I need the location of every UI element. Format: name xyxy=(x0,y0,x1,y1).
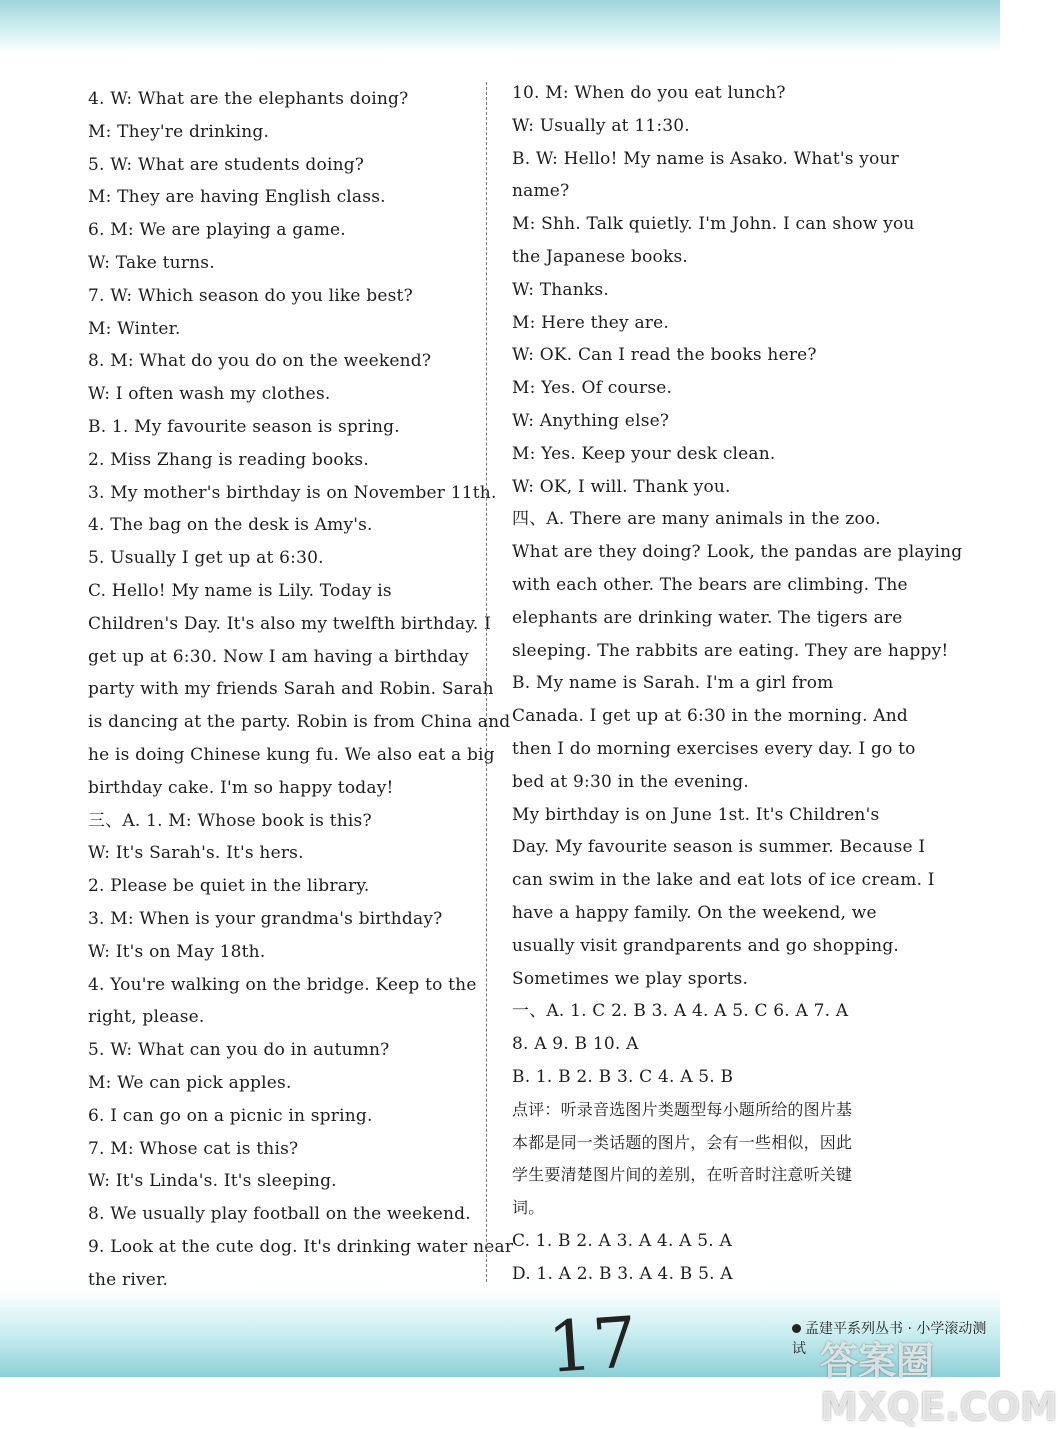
left-text-line: birthday cake. I'm so happy today! xyxy=(88,777,394,798)
left-text-line: 8. M: What do you do on the weekend? xyxy=(88,351,432,372)
column-divider xyxy=(486,82,487,1282)
left-text-line: 4. W: What are the elephants doing? xyxy=(88,89,409,109)
left-text-line: the river. xyxy=(88,1269,169,1290)
right-text-line: B. W: Hello! My name is Asako. What's your xyxy=(512,148,899,169)
right-text-line: What are they doing? Look, the pandas are playing xyxy=(512,542,963,563)
right-text-line: W: OK. Can I read the books here? xyxy=(512,345,817,366)
left-text-line: W: It's on May 18th. xyxy=(88,941,266,962)
footer-text: 孟建平系列丛书 · 小学滚动测试 xyxy=(792,1321,987,1357)
right-text-line: Canada. I get up at 6:30 in the morning. And xyxy=(512,706,908,727)
left-text-line: get up at 6:30. Now I am having a birthday xyxy=(88,646,469,667)
right-text-line: 词。 xyxy=(512,1198,545,1218)
left-text-line: W: Take turns. xyxy=(88,253,215,273)
handwritten-page-number: 17 xyxy=(545,1300,640,1390)
left-text-line: C. Hello! My name is Lily. Today is xyxy=(88,581,392,601)
right-text-line: the Japanese books. xyxy=(512,247,688,267)
left-text-line: M: Winter. xyxy=(88,318,181,339)
left-text-line: Children's Day. It's also my twelfth birthday. I xyxy=(88,613,492,634)
right-text-line: 点评：听录音选图片类题型每小题所给的图片基 xyxy=(512,1099,853,1119)
right-text-line: C. 1. B 2. A 3. A 4. A 5. A xyxy=(512,1231,732,1251)
right-text-line: bed at 9:30 in the evening. xyxy=(512,771,749,792)
right-text-line: My birthday is on June 1st. It's Children's xyxy=(512,804,880,825)
left-text-line: he is doing Chinese kung fu. We also eat a big xyxy=(88,745,495,765)
right-text-line: M: Here they are. xyxy=(512,312,669,333)
right-text-line: W: Thanks. xyxy=(512,279,609,300)
left-text-line: W: I often wash my clothes. xyxy=(88,384,331,405)
watermark-logo: 答案圈 MXQE.COM xyxy=(820,1339,1058,1429)
right-text-line: B. 1. B 2. B 3. C 4. A 5. B xyxy=(512,1067,734,1087)
right-text-line: name? xyxy=(512,181,570,202)
left-text-line: M: We can pick apples. xyxy=(88,1073,292,1093)
left-text-line: 4. The bag on the desk is Amy's. xyxy=(88,515,373,536)
left-text-line: is dancing at the party. Robin is from China and xyxy=(88,712,511,733)
left-text-line: 8. We usually play football on the weekend. xyxy=(88,1204,471,1225)
left-text-line: 5. W: What can you do in autumn? xyxy=(88,1040,390,1061)
right-text-line: then I do morning exercises every day. I go to xyxy=(512,739,916,759)
left-text-line: 2. Please be quiet in the library. xyxy=(88,876,370,897)
left-text-line: right, please. xyxy=(88,1007,205,1028)
left-text-line: 三、A. 1. M: Whose book is this? xyxy=(88,810,372,831)
left-text-line: 3. M: When is your grandma's birthday? xyxy=(88,909,443,929)
left-text-line: 2. Miss Zhang is reading books. xyxy=(88,449,369,470)
left-text-line: 9. Look at the cute dog. It's drinking water near xyxy=(88,1237,514,1257)
left-text-line: 6. I can go on a picnic in spring. xyxy=(88,1105,373,1126)
right-text-line: can swim in the lake and eat lots of ice cream. I xyxy=(512,870,935,891)
left-text-line: M: They're drinking. xyxy=(88,121,270,142)
left-text-line: 7. M: Whose cat is this? xyxy=(88,1138,299,1159)
right-text-line: with each other. The bears are climbing. The xyxy=(512,575,908,595)
right-text-line: D. 1. A 2. B 3. A 4. B 5. A xyxy=(512,1263,733,1284)
left-text-line: 4. You're walking on the bridge. Keep to the xyxy=(88,974,477,995)
right-text-line: B. My name is Sarah. I'm a girl from xyxy=(512,673,834,694)
right-text-line: have a happy family. On the weekend, we xyxy=(512,903,877,923)
right-text-line: elephants are drinking water. The tigers are xyxy=(512,607,903,628)
bullet-icon xyxy=(792,1324,801,1333)
left-text-line: 7. W: Which season do you like best? xyxy=(88,285,413,306)
right-text-line: 10. M: When do you eat lunch? xyxy=(512,83,786,103)
right-text-line: Sometimes we play sports. xyxy=(512,968,749,989)
right-text-line: Day. My favourite season is summer. Because I xyxy=(512,837,926,858)
left-text-line: 5. W: What are students doing? xyxy=(88,154,365,175)
right-text-line: 学生要清楚图片间的差别，在听音时注意听关键 xyxy=(512,1165,853,1185)
left-text-line: B. 1. My favourite season is spring. xyxy=(88,417,400,437)
right-text-line: 一、A. 1. C 2. B 3. A 4. A 5. C 6. A 7. A xyxy=(512,1001,849,1022)
left-text-line: M: They are having English class. xyxy=(88,187,386,208)
left-text-line: W: It's Linda's. It's sleeping. xyxy=(88,1171,337,1192)
left-text-line: party with my friends Sarah and Robin. Sarah xyxy=(88,679,494,700)
left-text-line: W: It's Sarah's. It's hers. xyxy=(88,843,304,864)
top-decorative-band xyxy=(0,0,1000,52)
right-text-line: W: Usually at 11:30. xyxy=(512,115,690,136)
right-text-line: W: Anything else? xyxy=(512,411,670,431)
right-text-line: sleeping. The rabbits are eating. They are happy! xyxy=(512,640,949,661)
left-text-line: 5. Usually I get up at 6:30. xyxy=(88,548,324,569)
right-text-line: M: Yes. Keep your desk clean. xyxy=(512,443,776,464)
right-text-line: 四、A. There are many animals in the zoo. xyxy=(512,509,881,530)
left-text-line: 3. My mother's birthday is on November 11th. xyxy=(88,482,497,503)
left-text-line: 6. M: We are playing a game. xyxy=(88,220,346,241)
right-text-line: 本都是同一类话题的图片，会有一些相似，因此 xyxy=(512,1132,853,1152)
right-text-line: W: OK, I will. Thank you. xyxy=(512,476,731,497)
right-text-line: M: Yes. Of course. xyxy=(512,378,673,399)
right-text-line: M: Shh. Talk quietly. I'm John. I can show you xyxy=(512,214,915,235)
right-text-line: 8. A 9. B 10. A xyxy=(512,1034,639,1055)
right-text-line: usually visit grandparents and go shopping. xyxy=(512,935,899,956)
